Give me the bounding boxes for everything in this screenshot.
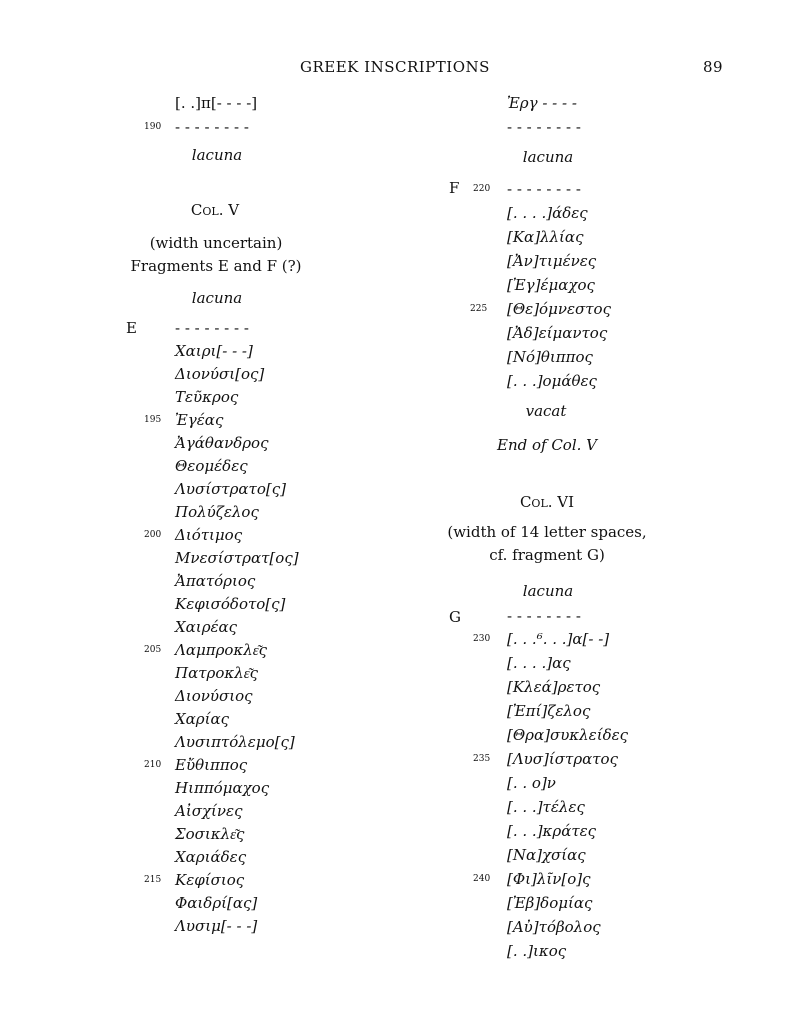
name-text: [. . .⁶. . .]α[- -]	[507, 630, 610, 648]
col-vi-heading: Col. VI	[519, 493, 575, 511]
name-text: [. . . .]άδες	[507, 204, 588, 222]
col-v-fragments-note: Fragments E and F (?)	[130, 257, 302, 275]
name-text: [Κα]λλίας	[507, 228, 584, 246]
name-text: Κεφίσιος	[175, 871, 245, 889]
name-text: Χαριάδες	[175, 848, 247, 866]
name-text: Τεῦκρος	[175, 388, 239, 406]
name-text: Εὔθιππος	[175, 756, 248, 774]
name-text: Λυσιμ[- - -]	[175, 917, 258, 935]
col-v-heading: Col. V	[190, 201, 240, 219]
line-number: 195	[144, 415, 162, 425]
left-dashes-e: - - - - - - - -	[175, 319, 249, 337]
name-text: Λυσιπτόλεμο[ς]	[175, 733, 295, 751]
name-text: Πατροκλε͂ς	[175, 664, 259, 682]
name-text: [Ἐπί]ζελος	[507, 702, 591, 720]
name-text: Ἐγέας	[175, 411, 224, 429]
name-text: Χαρίας	[175, 710, 230, 728]
col-v-width-note: (width uncertain)	[149, 234, 283, 252]
name-text: [. .]ικος	[507, 942, 567, 960]
right-lacuna-2: lacuna	[522, 582, 574, 600]
name-text: [. . .]ομάθες	[507, 372, 597, 390]
name-text: Πολύζελος	[175, 503, 259, 521]
running-title: GREEK INSCRIPTIONS	[300, 58, 490, 76]
fragment-label-g: G	[449, 608, 461, 626]
right-dashes-220: - - - - - - - -	[507, 180, 581, 198]
fragment-label-e: E	[126, 319, 137, 337]
name-text: Μνεσίστρατ[ος]	[175, 549, 299, 567]
vacat-note: vacat	[525, 402, 567, 420]
line-number-190: 190	[144, 122, 162, 132]
end-of-col-v: End of Col. V	[496, 436, 598, 454]
name-text: [. . ο]ν	[507, 774, 556, 792]
name-text: [. . . .]ας	[507, 654, 571, 672]
name-text: [Αὐ]τόβολος	[507, 918, 601, 936]
left-lacuna-2: lacuna	[191, 289, 243, 307]
left-top-line: [. .]π[- - - -]	[175, 94, 258, 112]
line-number: 210	[144, 760, 162, 770]
name-text: Λυσίστρατο[ς]	[175, 480, 286, 498]
line-number: 235	[473, 754, 491, 764]
line-number: 240	[473, 874, 491, 884]
fragment-label-f: F	[449, 179, 460, 197]
name-text: Αἰσχίνες	[175, 802, 243, 820]
line-number: 200	[144, 530, 162, 540]
name-text: Χαιρι[- - -]	[175, 342, 253, 360]
name-text: Φαιδρί[ας]	[175, 894, 258, 912]
name-text: Ηιππόμαχος	[175, 779, 270, 797]
col-vi-cf-note: cf. fragment G)	[489, 546, 605, 564]
col-vi-width-note: (width of 14 letter spaces,	[447, 523, 647, 541]
name-text: Θεομέδες	[175, 457, 248, 475]
line-number-220: 220	[473, 184, 491, 194]
name-text: [. . .]τέλες	[507, 798, 585, 816]
right-lacuna-1: lacuna	[522, 148, 574, 166]
name-text: [Θρα]συκλείδες	[507, 726, 629, 744]
name-text: [Λυσ]ίστρατος	[507, 750, 618, 768]
name-text: Ἀπατόριος	[175, 572, 256, 590]
line-number: 230	[473, 634, 491, 644]
name-text: [Νό]θιππος	[507, 348, 593, 366]
page-number: 89	[703, 58, 724, 76]
line-number: 205	[144, 645, 162, 655]
name-text: Διότιμος	[175, 526, 243, 544]
name-text: [Ἀδ]είμαντος	[507, 324, 608, 342]
name-text: [Φι]λῖν[ο]ς	[507, 870, 591, 888]
name-text: [Κλεά]ρετος	[507, 678, 601, 696]
name-text: [Ἐβ]δομίας	[507, 894, 593, 912]
right-top-line: Ἐργ - - - -	[507, 94, 577, 112]
left-lacuna-1: lacuna	[191, 146, 243, 164]
line-number: 215	[144, 875, 162, 885]
name-text: Κεφισόδοτο[ς]	[175, 595, 286, 613]
name-text: Διονύσιος	[175, 687, 253, 705]
name-text: [Να]χσίας	[507, 846, 586, 864]
name-text: Χαιρέας	[175, 618, 238, 636]
right-dashes-top: - - - - - - - -	[507, 118, 581, 136]
name-text: [Ἀν]τιμένες	[507, 252, 597, 270]
line-number: 225	[470, 304, 488, 314]
name-text: Σοσικλε͂ς	[175, 825, 245, 843]
right-dashes-g: - - - - - - - -	[507, 607, 581, 625]
name-text: [Ἐγ]έμαχος	[507, 276, 595, 294]
name-text: Ἀγάθανδρος	[175, 434, 269, 452]
name-text: [Θε]όμνεστος	[507, 300, 611, 318]
name-text: Διονύσι[ος]	[175, 365, 265, 383]
left-dashes-190: - - - - - - - -	[175, 118, 249, 136]
name-text: Λαμπροκλε͂ς	[175, 641, 268, 659]
name-text: [. . .]κράτες	[507, 822, 597, 840]
